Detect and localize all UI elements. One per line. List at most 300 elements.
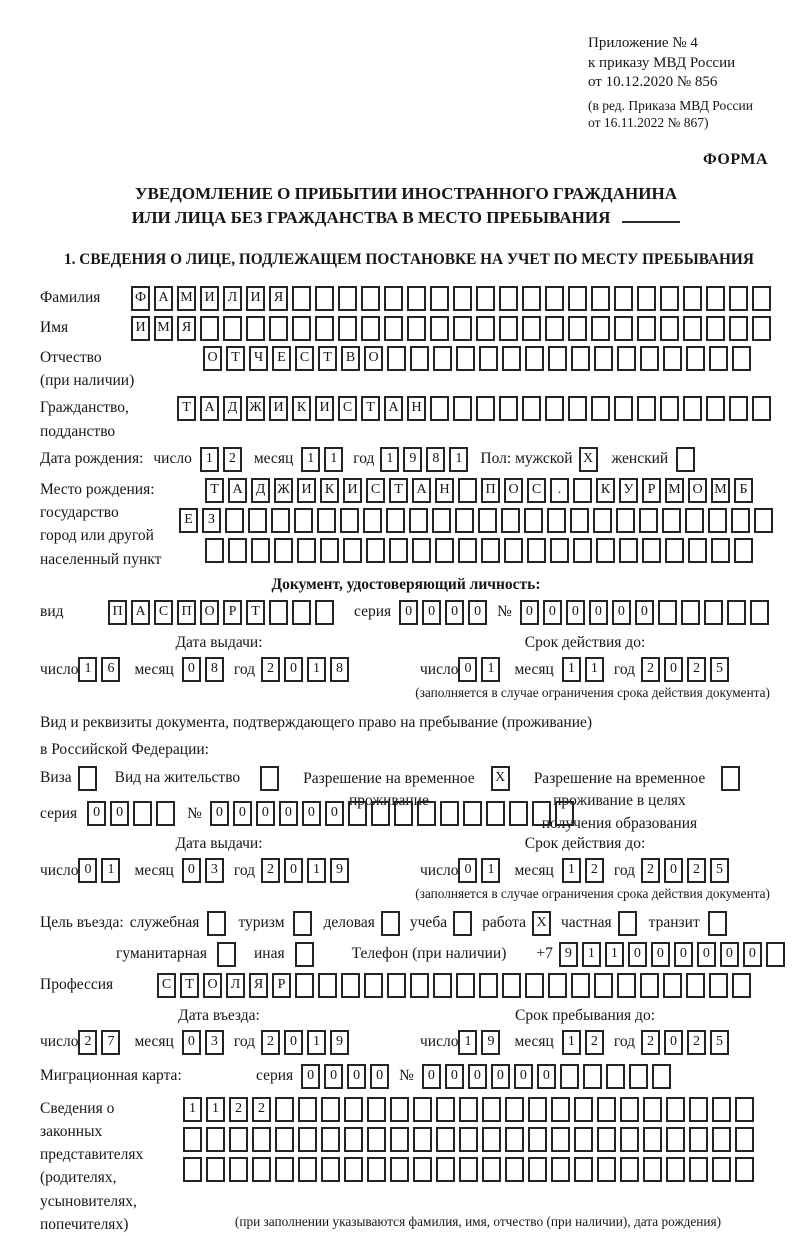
form-cell xyxy=(734,538,753,563)
form-cell xyxy=(597,1127,616,1152)
permit-expiry-month-label: месяц xyxy=(514,861,554,879)
citizenship-label-line1: Гражданство, xyxy=(40,399,129,417)
stay-until-heading: Срок пребывания до: xyxy=(515,1006,655,1024)
form-cell: П xyxy=(481,478,500,503)
form-cell xyxy=(318,973,337,998)
form-cell xyxy=(413,1127,432,1152)
form-cell xyxy=(573,538,592,563)
form-cell: 1 xyxy=(307,657,326,682)
form-cell xyxy=(459,1127,478,1152)
stay-month-cells xyxy=(562,1030,608,1055)
form-cell xyxy=(591,396,610,421)
form-cell: 0 xyxy=(301,1064,320,1089)
form-cell xyxy=(456,346,475,371)
permit-expiry-heading: Срок действия до: xyxy=(524,835,646,853)
form-cell xyxy=(524,508,543,533)
purpose-work-label: работа xyxy=(482,913,526,931)
form-cell: X xyxy=(579,447,598,472)
form-cell: 0 xyxy=(491,1064,510,1089)
form-cell xyxy=(292,286,311,311)
form-cell: Е xyxy=(272,346,291,371)
birthdate-day-cells xyxy=(200,447,246,472)
birthplace-label-line1: Место рождения: xyxy=(40,480,155,498)
form-cell xyxy=(547,508,566,533)
entry-year-label: год xyxy=(233,1033,256,1051)
form-cell xyxy=(390,1127,409,1152)
doc-expiry-block xyxy=(398,633,772,682)
identity-doc-row xyxy=(40,600,772,625)
form-cell: Л xyxy=(223,286,242,311)
form-cell: 3 xyxy=(205,858,224,883)
form-cell xyxy=(499,286,518,311)
birthdate-year-label: год xyxy=(353,450,375,468)
form-cell: 1 xyxy=(481,657,500,682)
stay-month-label: месяц xyxy=(514,1033,554,1051)
form-cell: 2 xyxy=(229,1097,248,1122)
form-cell xyxy=(504,538,523,563)
form-cell xyxy=(315,316,334,341)
form-cell xyxy=(545,396,564,421)
form-cell: 0 xyxy=(324,1064,343,1089)
form-cell: 2 xyxy=(223,447,242,472)
form-cell xyxy=(568,286,587,311)
birthdate-year-cells xyxy=(380,447,472,472)
form-cell xyxy=(505,1127,524,1152)
entry-month-cells xyxy=(182,1030,228,1055)
representatives-label-line4: (родителях, xyxy=(40,1169,117,1187)
form-cell: Т xyxy=(180,973,199,998)
form-cell xyxy=(293,911,312,936)
form-cell xyxy=(729,286,748,311)
firstname-label: Имя xyxy=(40,319,69,337)
form-cell: 0 xyxy=(325,801,344,826)
doc-number-label: № xyxy=(497,603,512,621)
entry-year-cells xyxy=(261,1030,353,1055)
form-cell xyxy=(619,538,638,563)
form-cell xyxy=(361,316,380,341)
form-cell xyxy=(476,286,495,311)
birthplace-label-line3: город или другой xyxy=(40,527,154,545)
form-cell: П xyxy=(108,600,127,625)
representatives-cells-row2 xyxy=(183,1127,773,1152)
form-cell: 0 xyxy=(256,801,275,826)
form-cell xyxy=(640,346,659,371)
form-cell xyxy=(642,538,661,563)
form-cell xyxy=(430,316,449,341)
stay-until-cells-row xyxy=(420,1030,772,1055)
doc-number-cells xyxy=(520,600,773,625)
surname-label: Фамилия xyxy=(40,289,101,307)
form-cell xyxy=(505,1097,524,1122)
form-cell xyxy=(732,973,751,998)
form-cell: 0 xyxy=(468,600,487,625)
form-cell xyxy=(344,1097,363,1122)
form-cell: 1 xyxy=(301,447,320,472)
form-cell xyxy=(686,346,705,371)
sex-male-checkbox xyxy=(579,447,602,472)
form-cell xyxy=(410,346,429,371)
form-cell xyxy=(412,538,431,563)
form-cell: 0 xyxy=(182,657,201,682)
phone-cells xyxy=(559,942,789,967)
edu-permit-checkbox xyxy=(721,766,744,791)
representatives-label-line2: законных xyxy=(40,1122,103,1140)
form-cell xyxy=(594,973,613,998)
form-cell xyxy=(223,316,242,341)
identity-doc-dates xyxy=(40,633,772,682)
form-cell: С xyxy=(527,478,546,503)
form-cell xyxy=(482,1157,501,1182)
form-cell: 0 xyxy=(399,600,418,625)
residence-permit-checkbox xyxy=(260,766,283,791)
sex-female-checkbox xyxy=(676,447,699,472)
doc-expiry-year-label: год xyxy=(613,660,636,678)
form-cell xyxy=(709,346,728,371)
form-cell xyxy=(390,1157,409,1182)
header-line: к приказу МВД России xyxy=(588,54,736,71)
form-cell xyxy=(620,1157,639,1182)
form-cell xyxy=(528,1097,547,1122)
form-cell xyxy=(440,801,459,826)
header-revision-line: от 16.11.2022 № 867) xyxy=(588,115,709,131)
purpose-official-checkbox xyxy=(207,911,230,936)
birthdate-month-cells xyxy=(301,447,347,472)
permit-issue-year-cells xyxy=(261,858,353,883)
profession-label: Профессия xyxy=(40,975,114,993)
form-cell: 1 xyxy=(458,1030,477,1055)
form-cell xyxy=(455,508,474,533)
form-cell: О xyxy=(688,478,707,503)
doc-kind-cells xyxy=(108,600,338,625)
form-cell: 0 xyxy=(664,657,683,682)
form-cell xyxy=(321,1097,340,1122)
citizenship-label-line2: подданство xyxy=(40,422,116,440)
form-cell xyxy=(676,447,695,472)
form-cell xyxy=(433,973,452,998)
form-cell xyxy=(478,508,497,533)
form-cell xyxy=(727,600,746,625)
form-cell xyxy=(321,1127,340,1152)
permit-expiry-note: (заполняется в случае ограничения срока действия документа) xyxy=(415,886,770,902)
temp-permit-label-line1: Разрешение на временное xyxy=(303,769,475,787)
form-cell xyxy=(321,1157,340,1182)
form-title-line1: УВЕДОМЛЕНИЕ О ПРИБЫТИИ ИНОСТРАННОГО ГРАЖДАНИНА xyxy=(135,184,677,204)
form-cell xyxy=(574,1097,593,1122)
form-cell xyxy=(593,508,612,533)
form-cell xyxy=(246,316,265,341)
form-cell xyxy=(387,973,406,998)
form-cell: 0 xyxy=(664,1030,683,1055)
form-cell xyxy=(407,286,426,311)
form-cell: А xyxy=(412,478,431,503)
form-cell xyxy=(361,286,380,311)
form-cell xyxy=(660,396,679,421)
form-cell: 6 xyxy=(101,657,120,682)
form-cell xyxy=(666,1097,685,1122)
form-cell xyxy=(295,973,314,998)
form-cell xyxy=(501,508,520,533)
form-cell: Н xyxy=(435,478,454,503)
form-cell xyxy=(617,346,636,371)
form-cell: 1 xyxy=(307,858,326,883)
form-cell: Б xyxy=(734,478,753,503)
form-cell xyxy=(371,801,390,826)
entry-date-cells-row xyxy=(40,1030,398,1055)
form-cell: Р xyxy=(223,600,242,625)
form-cell: 0 xyxy=(347,1064,366,1089)
form-cell: 1 xyxy=(562,657,581,682)
form-cell xyxy=(754,508,773,533)
form-cell xyxy=(183,1157,202,1182)
form-cell: 9 xyxy=(403,447,422,472)
form-cell xyxy=(689,1097,708,1122)
form-cell: 2 xyxy=(641,858,660,883)
form-cell xyxy=(340,508,359,533)
form-cell xyxy=(617,973,636,998)
form-cell xyxy=(683,286,702,311)
form-cell xyxy=(551,1157,570,1182)
form-cell: М xyxy=(177,286,196,311)
form-cell xyxy=(620,1127,639,1152)
field-patronymic xyxy=(40,346,772,393)
form-cell xyxy=(712,1097,731,1122)
form-cell xyxy=(271,508,290,533)
form-cell xyxy=(481,538,500,563)
birthplace-cells-row3 xyxy=(205,538,777,563)
doc-kind-label: вид xyxy=(40,603,64,621)
form-cell: Д xyxy=(251,478,270,503)
form-cell: 0 xyxy=(279,801,298,826)
doc-issue-day-cells xyxy=(78,657,124,682)
form-cell xyxy=(453,396,472,421)
representatives-label xyxy=(40,1097,183,1236)
form-cell xyxy=(499,316,518,341)
form-cell: 0 xyxy=(537,1064,556,1089)
representatives-label-line1: Сведения о xyxy=(40,1099,115,1117)
form-cell xyxy=(315,286,334,311)
form-cell xyxy=(712,1157,731,1182)
form-cell: 1 xyxy=(562,1030,581,1055)
form-cell xyxy=(689,1127,708,1152)
form-cell: 0 xyxy=(514,1064,533,1089)
birthdate-day-label: число xyxy=(153,450,192,468)
form-cell xyxy=(545,286,564,311)
identity-doc-heading: Документ, удостоверяющий личность: xyxy=(271,575,541,593)
doc-expiry-heading: Срок действия до: xyxy=(524,634,646,651)
form-cell xyxy=(260,766,279,791)
entry-dates xyxy=(40,1006,772,1055)
residence-doc-dates xyxy=(40,834,772,883)
form-cell xyxy=(292,316,311,341)
form-cell xyxy=(343,538,362,563)
representatives-cells-row3 xyxy=(183,1157,773,1182)
form-cell: Я xyxy=(177,316,196,341)
form-cell xyxy=(200,316,219,341)
entry-date-heading: Дата въезда: xyxy=(178,1006,260,1024)
form-label: ФОРМА xyxy=(702,150,768,168)
doc-expiry-note: (заполняется в случае ограничения срока действия документа) xyxy=(415,685,770,701)
form-cell xyxy=(344,1157,363,1182)
form-cell: А xyxy=(154,286,173,311)
form-cell xyxy=(574,1127,593,1152)
purpose-transit-label: транзит xyxy=(648,913,700,931)
form-cell: 9 xyxy=(330,1030,349,1055)
doc-issue-year-cells xyxy=(261,657,353,682)
form-cell: Т xyxy=(389,478,408,503)
form-cell: 0 xyxy=(284,657,303,682)
permit-expiry-block xyxy=(398,834,772,883)
purpose-row xyxy=(40,911,772,936)
form-cell xyxy=(407,316,426,341)
section1-heading: 1. СВЕДЕНИЯ О ЛИЦЕ, ПОДЛЕЖАЩЕМ ПОСТАНОВКЕ НА УЧЕТ ПО МЕСТУ ПРЕБЫВАНИЯ xyxy=(64,250,754,268)
purpose-official-label: служебная xyxy=(129,913,200,931)
form-cell: 0 xyxy=(543,600,562,625)
form-cell: 0 xyxy=(284,1030,303,1055)
form-cell xyxy=(482,1097,501,1122)
patronymic-cells xyxy=(203,346,755,371)
form-cell xyxy=(459,1157,478,1182)
patronymic-label-line1: Отчество xyxy=(40,348,102,366)
form-cell xyxy=(363,508,382,533)
form-cell: 1 xyxy=(200,447,219,472)
form-cell xyxy=(317,508,336,533)
form-cell: Ч xyxy=(249,346,268,371)
form-cell xyxy=(591,316,610,341)
form-cell xyxy=(522,316,541,341)
form-cell: 0 xyxy=(743,942,762,967)
representatives-cells-row1 xyxy=(183,1097,773,1122)
form-cell xyxy=(735,1157,754,1182)
edu-permit-label-line1: Разрешение на временное xyxy=(533,769,706,787)
form-cell xyxy=(594,346,613,371)
form-cell: О xyxy=(504,478,523,503)
form-cell: С xyxy=(366,478,385,503)
purpose-business-checkbox xyxy=(381,911,404,936)
form-cell: 1 xyxy=(585,657,604,682)
form-cell xyxy=(252,1157,271,1182)
form-cell xyxy=(662,508,681,533)
field-surname xyxy=(40,286,772,311)
form-cell: М xyxy=(665,478,684,503)
stay-day-label: число xyxy=(420,1033,459,1051)
form-cell xyxy=(320,538,339,563)
form-cell xyxy=(665,538,684,563)
form-cell: 1 xyxy=(449,447,468,472)
migration-card-number-label: № xyxy=(399,1067,414,1085)
form-cell xyxy=(387,346,406,371)
header-reference-block xyxy=(588,34,772,132)
form-cell xyxy=(660,316,679,341)
form-cell: Е xyxy=(179,508,198,533)
form-cell xyxy=(458,538,477,563)
form-cell xyxy=(666,1127,685,1152)
form-cell xyxy=(711,538,730,563)
form-cell xyxy=(486,801,505,826)
form-cell xyxy=(685,508,704,533)
form-cell xyxy=(571,346,590,371)
form-cell: И xyxy=(315,396,334,421)
purpose-business-label: деловая xyxy=(323,913,375,931)
birthplace-label-line4: населенный пункт xyxy=(40,550,162,568)
form-cell: У xyxy=(619,478,638,503)
form-cell: 9 xyxy=(559,942,578,967)
form-cell xyxy=(766,942,785,967)
form-cell xyxy=(433,346,452,371)
form-cell: 0 xyxy=(635,600,654,625)
form-cell: 1 xyxy=(307,1030,326,1055)
form-cell xyxy=(459,1097,478,1122)
permit-series-label: серия xyxy=(40,804,78,822)
migration-card-series-label: серия xyxy=(256,1067,294,1085)
form-cell: 2 xyxy=(261,858,280,883)
form-cell: П xyxy=(177,600,196,625)
form-cell: Ф xyxy=(131,286,150,311)
form-cell: 0 xyxy=(445,1064,464,1089)
form-cell xyxy=(384,286,403,311)
form-cell: 0 xyxy=(210,801,229,826)
form-cell xyxy=(574,1157,593,1182)
form-cell: 2 xyxy=(687,657,706,682)
doc-expiry-year-cells xyxy=(641,657,733,682)
form-cell: 0 xyxy=(87,801,106,826)
form-cell: 9 xyxy=(481,1030,500,1055)
form-cell xyxy=(476,316,495,341)
form-cell xyxy=(248,508,267,533)
permit-number-label: № xyxy=(187,804,202,822)
permit-expiry-month-cells xyxy=(562,858,608,883)
form-cell xyxy=(597,1097,616,1122)
form-cell xyxy=(482,1127,501,1152)
representatives-label-line5: усыновителях, xyxy=(40,1192,137,1210)
form-cell xyxy=(341,973,360,998)
form-cell xyxy=(735,1097,754,1122)
form-cell xyxy=(522,286,541,311)
form-cell: 8 xyxy=(330,657,349,682)
form-cell: Н xyxy=(407,396,426,421)
form-cell xyxy=(217,942,236,967)
form-cell: 0 xyxy=(612,600,631,625)
form-cell xyxy=(752,396,771,421)
form-cell xyxy=(338,316,357,341)
form-cell: 1 xyxy=(582,942,601,967)
form-cell xyxy=(708,911,727,936)
form-cell xyxy=(660,286,679,311)
form-cell xyxy=(709,973,728,998)
form-cell xyxy=(681,600,700,625)
form-cell xyxy=(729,396,748,421)
stay-day-cells xyxy=(458,1030,504,1055)
form-cell xyxy=(367,1097,386,1122)
form-cell: 0 xyxy=(284,858,303,883)
form-cell: X xyxy=(491,766,510,791)
form-cell xyxy=(430,286,449,311)
form-cell xyxy=(366,538,385,563)
form-cell xyxy=(606,1064,625,1089)
form-cell xyxy=(616,508,635,533)
form-cell xyxy=(643,1097,662,1122)
field-citizenship xyxy=(40,396,772,443)
form-cell: 9 xyxy=(330,858,349,883)
form-cell: Р xyxy=(272,973,291,998)
permit-expiry-cells-row xyxy=(420,858,772,883)
form-cell: К xyxy=(320,478,339,503)
form-cell xyxy=(389,538,408,563)
form-cell xyxy=(532,801,551,826)
form-cell xyxy=(573,478,592,503)
form-title-line2: ИЛИ ЛИЦА БЕЗ ГРАЖДАНСТВА В МЕСТО ПРЕБЫВАНИЯ xyxy=(131,208,611,228)
form-cell xyxy=(206,1127,225,1152)
form-cell xyxy=(706,286,725,311)
